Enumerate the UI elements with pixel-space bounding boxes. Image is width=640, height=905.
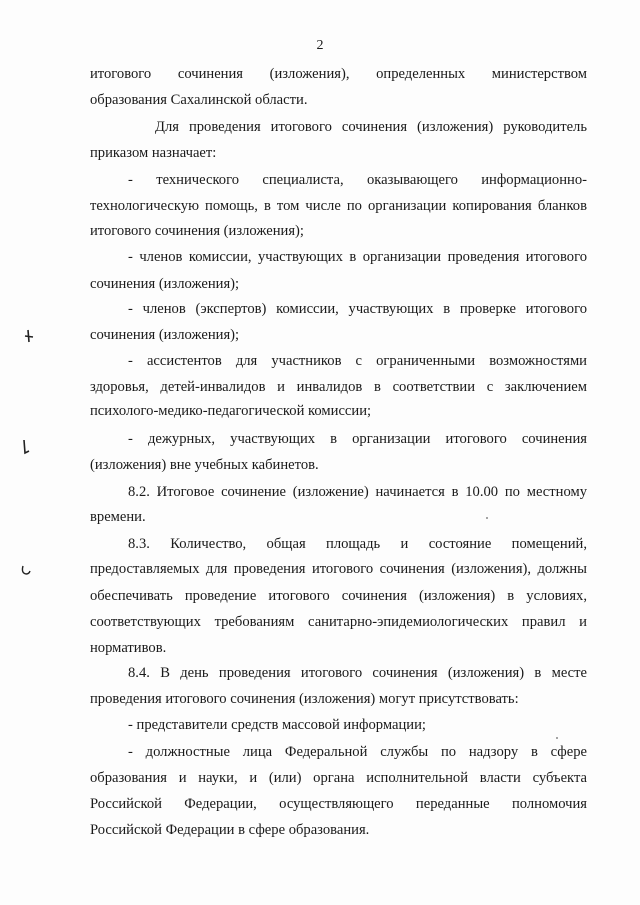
text-line: Для проведения итогового сочинения (изложения) руководитель [155,119,587,135]
text-line: Российской Федерации в сфере образования. [90,822,370,838]
text-line: 8.2. Итоговое сочинение (изложение) начинается в 10.00 по местному [128,484,587,500]
text-line: соответствующих требованиям санитарно-эпидемиологических правил и [90,614,587,630]
text-line: технологическую помощь, в том числе по организации копирования бланков [90,198,587,214]
scan-speck [486,517,488,519]
text-line: итогового сочинения (изложения); [90,223,304,239]
text-line: - дежурных, участвующих в организации итогового сочинения [128,431,587,447]
text-line: предоставляемых для проведения итогового сочинения (изложения), должны [90,561,587,577]
text-line: сочинения (изложения); [90,327,240,343]
text-line: - технического специалиста, оказывающего информационно- [128,172,587,188]
text-line: итогового сочинения (изложения), определенных министерством [90,66,587,82]
text-line: 8.4. В день проведения итогового сочинения (изложения) в месте [128,665,587,681]
text-line: образования и науки, и (или) органа исполнительной власти субъекта [90,770,587,786]
text-line: - должностные лица Федеральной службы по надзору в сфере [128,744,587,760]
text-line: Российской Федерации, осуществляющего переданные полномочия [90,796,587,812]
page-number: 2 [316,38,324,53]
text-line: - членов комиссии, участвующих в организации проведения итогового [128,249,587,265]
scan-mark [22,328,36,344]
text-line: здоровья, детей-инвалидов и инвалидов в соответствии с заключением [90,379,587,395]
text-line: проведения итогового сочинения (изложения) могут присутствовать: [90,691,519,707]
text-line: 8.3. Количество, общая площадь и состояние помещений, [128,536,587,552]
text-line: психолого-медико-педагогической комиссии; [90,403,372,419]
text-line: - ассистентов для участников с ограниченными возможностями [128,353,587,369]
scan-speck [556,737,558,739]
text-line: времени. [90,509,146,525]
text-line: - членов (экспертов) комиссии, участвующих в проверке итогового [128,301,587,317]
scan-mark [19,438,33,456]
text-line: приказом назначает: [90,145,217,161]
text-line: нормативов. [90,640,167,656]
scan-mark [19,563,33,577]
text-line: сочинения (изложения); [90,276,240,292]
text-line: - представители средств массовой информации; [128,717,426,733]
text-line: образования Сахалинской области. [90,92,308,108]
text-line: (изложения) вне учебных кабинетов. [90,457,319,473]
text-line: обеспечивать проведение итогового сочинения (изложения) в условиях, [90,588,587,604]
